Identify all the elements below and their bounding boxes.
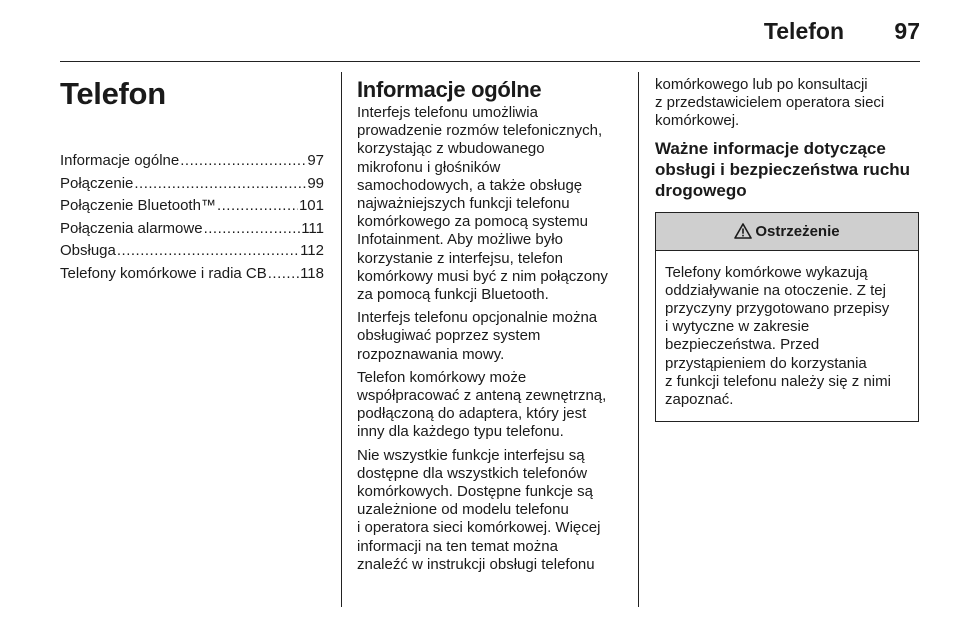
- toc-leader-dots: [134, 173, 306, 196]
- body-paragraph: Nie wszystkie funkcje interfejsu są dostępne dla wszystkich telefonów komórkowych. Dostępne funkcje są uzależnione od modelu telefonu i operatora sieci komórkowej. Więcej informacji na ten temat można znaleźć w instrukcji obsługi telefonu: [357, 446, 601, 573]
- continued-paragraph: komórkowego lub po konsultacji z przedstawicielem operatora sieci komórkowej.: [655, 76, 885, 130]
- warning-header: [656, 213, 918, 251]
- toc-entry-label: Obsługa: [60, 242, 116, 259]
- toc-entry[interactable]: [60, 173, 324, 196]
- column-divider-2: [638, 72, 639, 607]
- chapter-title: Telefon: [60, 76, 166, 111]
- toc-entry-page: 112: [300, 242, 324, 259]
- toc-leader-dots: [217, 195, 298, 218]
- toc-entry-label: Połączenie: [60, 174, 134, 192]
- toc-entry[interactable]: [60, 263, 324, 286]
- toc-entry[interactable]: [60, 218, 324, 241]
- toc-entry-page: 101: [298, 197, 324, 214]
- toc-entry-label: Połączenia alarmowe: [60, 219, 203, 237]
- toc-entry-label: Telefony komórkowe i radia CB: [60, 264, 267, 282]
- middle-column: [357, 76, 625, 579]
- right-column: [655, 76, 920, 422]
- left-column: [60, 76, 324, 285]
- toc-entry-page: 111: [301, 219, 324, 237]
- header-divider: [60, 61, 920, 62]
- warning-triangle-icon: [734, 223, 752, 239]
- warning-box: [655, 212, 919, 423]
- toc-entry-page: 97: [307, 152, 324, 169]
- body-paragraph: Interfejs telefonu umożliwia prowadzenie rozmów telefonicznych, korzystając z wbudowanego mikrofonu i głośników samochodowych, a także obsługę najważniejszych funkcji telefonu komórkowego za pomocą systemu Infotainment. Aby możliwe było korzystanie z interfejsu, telefon komórkowy musi być z nim połączony za pomocą funkcji Bluetooth.: [357, 104, 608, 304]
- table-of-contents: [60, 150, 324, 285]
- header-title: Telefon: [763, 18, 844, 44]
- toc-entry-label: Połączenie Bluetooth™: [60, 197, 216, 214]
- toc-entry[interactable]: [60, 240, 324, 263]
- toc-leader-dots: [268, 263, 299, 286]
- body-paragraph: Telefon komórkowy może współpracować z anteną zewnętrzną, podłączoną do adaptera, który jest inny dla każdego typu telefonu.: [357, 368, 607, 441]
- page-header: [0, 0, 960, 62]
- toc-leader-dots: [204, 218, 301, 241]
- toc-entry-page: 99: [307, 174, 324, 192]
- warning-title: Ostrzeżenie: [755, 222, 840, 240]
- toc-entry-page: 118: [300, 264, 324, 282]
- toc-leader-dots: [117, 240, 299, 263]
- section-title: Informacje ogólne: [357, 77, 542, 102]
- page-number: 97: [894, 18, 920, 44]
- toc-entry[interactable]: [60, 195, 324, 218]
- body-paragraph: Interfejs telefonu opcjonalnie można obsługiwać poprzez system rozpoznawania mowy.: [357, 309, 598, 363]
- toc-entry-label: Informacje ogólne: [60, 152, 180, 169]
- toc-entry[interactable]: [60, 150, 324, 173]
- column-divider-1: [341, 72, 342, 607]
- warning-text: Telefony komórkowe wykazują oddziaływanie na otoczenie. Z tej przyczyny przygotowano przepisy i wytyczne w zakresie bezpieczeństwa. Przed przystąpieniem do korzystania z funkcji telefonu należy się z nimi zapoznać.: [665, 263, 891, 409]
- subheading: Ważne informacje dotyczące obsługi i bezpieczeństwa ruchu drogowego: [655, 138, 911, 200]
- toc-leader-dots: [180, 150, 306, 173]
